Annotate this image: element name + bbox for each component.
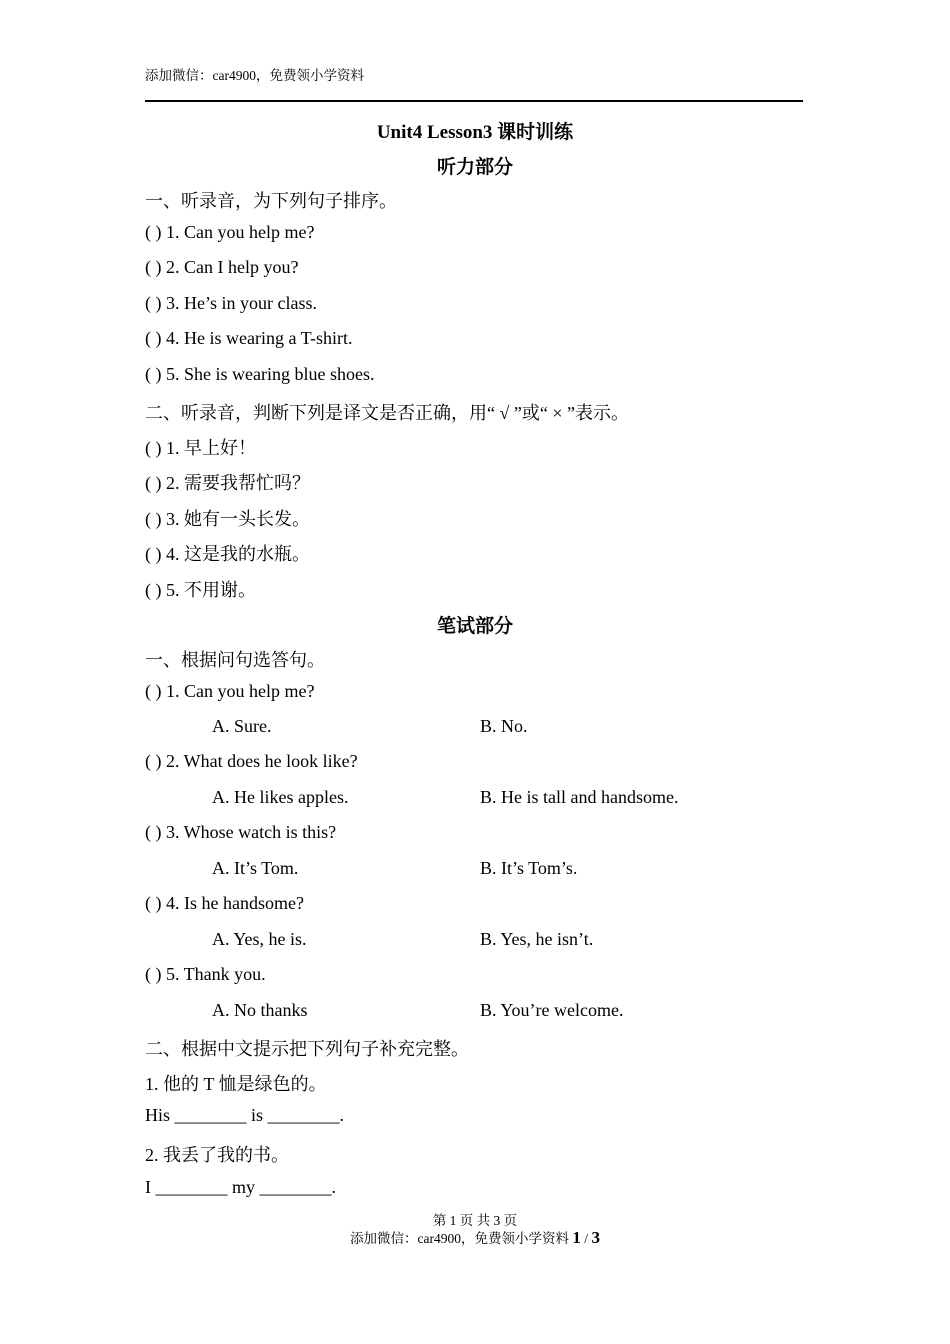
footer-promo-line <box>0 1227 950 1248</box>
list-item: ( ) 3. 她有一头长发。 <box>145 509 310 529</box>
footer-promo: 添加微信：car4900，免费领小学资料 <box>350 1231 570 1246</box>
option-b: B. It’s Tom’s. <box>480 858 578 878</box>
question: ( ) 5. Thank you. <box>145 964 266 984</box>
page-total: 3 <box>591 1228 600 1247</box>
option-a: A. Yes, he is. <box>212 929 307 949</box>
list-item: ( ) 3. He’s in your class. <box>145 293 317 313</box>
document-title: Unit4 Lesson3 课时训练 <box>376 122 574 143</box>
question: ( ) 2. What does he look like? <box>145 751 358 771</box>
page-separator: / <box>580 1231 592 1246</box>
fill-blank-line: I ________ my ________. <box>145 1177 336 1197</box>
writing-part1-instruction: 一、根据问句选答句。 <box>145 650 325 670</box>
question: ( ) 3. Whose watch is this? <box>145 822 337 842</box>
fill-prompt: 2. 我丢了我的书。 <box>145 1145 289 1165</box>
header-divider <box>145 100 803 102</box>
list-item: ( ) 5. 不用谢。 <box>145 580 256 600</box>
option-b: B. You’re welcome. <box>480 1000 624 1020</box>
header-promo: 添加微信：car4900，免费领小学资料 <box>145 68 364 83</box>
list-item: ( ) 5. She is wearing blue shoes. <box>145 364 375 384</box>
listening-heading: 听力部分 <box>436 157 513 178</box>
list-item: ( ) 1. Can you help me? <box>145 222 315 242</box>
listening-part2-instruction: 二、听录音，判断下列是译文是否正确，用“ √ ”或“ × ”表示。 <box>145 403 629 423</box>
page-current: 1 <box>572 1228 581 1247</box>
listening-part1-instruction: 一、听录音，为下列句子排序。 <box>145 191 397 211</box>
option-b: B. No. <box>480 716 528 736</box>
question: ( ) 1. Can you help me? <box>145 681 315 701</box>
list-item: ( ) 4. 这是我的水瓶。 <box>145 544 310 564</box>
list-item: ( ) 1. 早上好！ <box>145 438 256 458</box>
option-a: A. He likes apples. <box>212 787 349 807</box>
question: ( ) 4. Is he handsome? <box>145 893 304 913</box>
writing-part2-instruction: 二、根据中文提示把下列句子补充完整。 <box>145 1039 469 1059</box>
list-item: ( ) 2. Can I help you? <box>145 257 299 277</box>
option-a: A. No thanks <box>212 1000 308 1020</box>
list-item: ( ) 2. 需要我帮忙吗？ <box>145 473 310 493</box>
writing-heading: 笔试部分 <box>436 616 513 637</box>
fill-prompt: 1. 他的 T 恤是绿色的。 <box>145 1074 327 1094</box>
option-a: A. It’s Tom. <box>212 858 299 878</box>
footer-page-info: 第 1 页 共 3 页 <box>432 1213 518 1228</box>
option-b: B. Yes, he isn’t. <box>480 929 594 949</box>
option-b: B. He is tall and handsome. <box>480 787 679 807</box>
fill-blank-line: His ________ is ________. <box>145 1105 345 1125</box>
list-item: ( ) 4. He is wearing a T-shirt. <box>145 328 353 348</box>
option-a: A. Sure. <box>212 716 272 736</box>
